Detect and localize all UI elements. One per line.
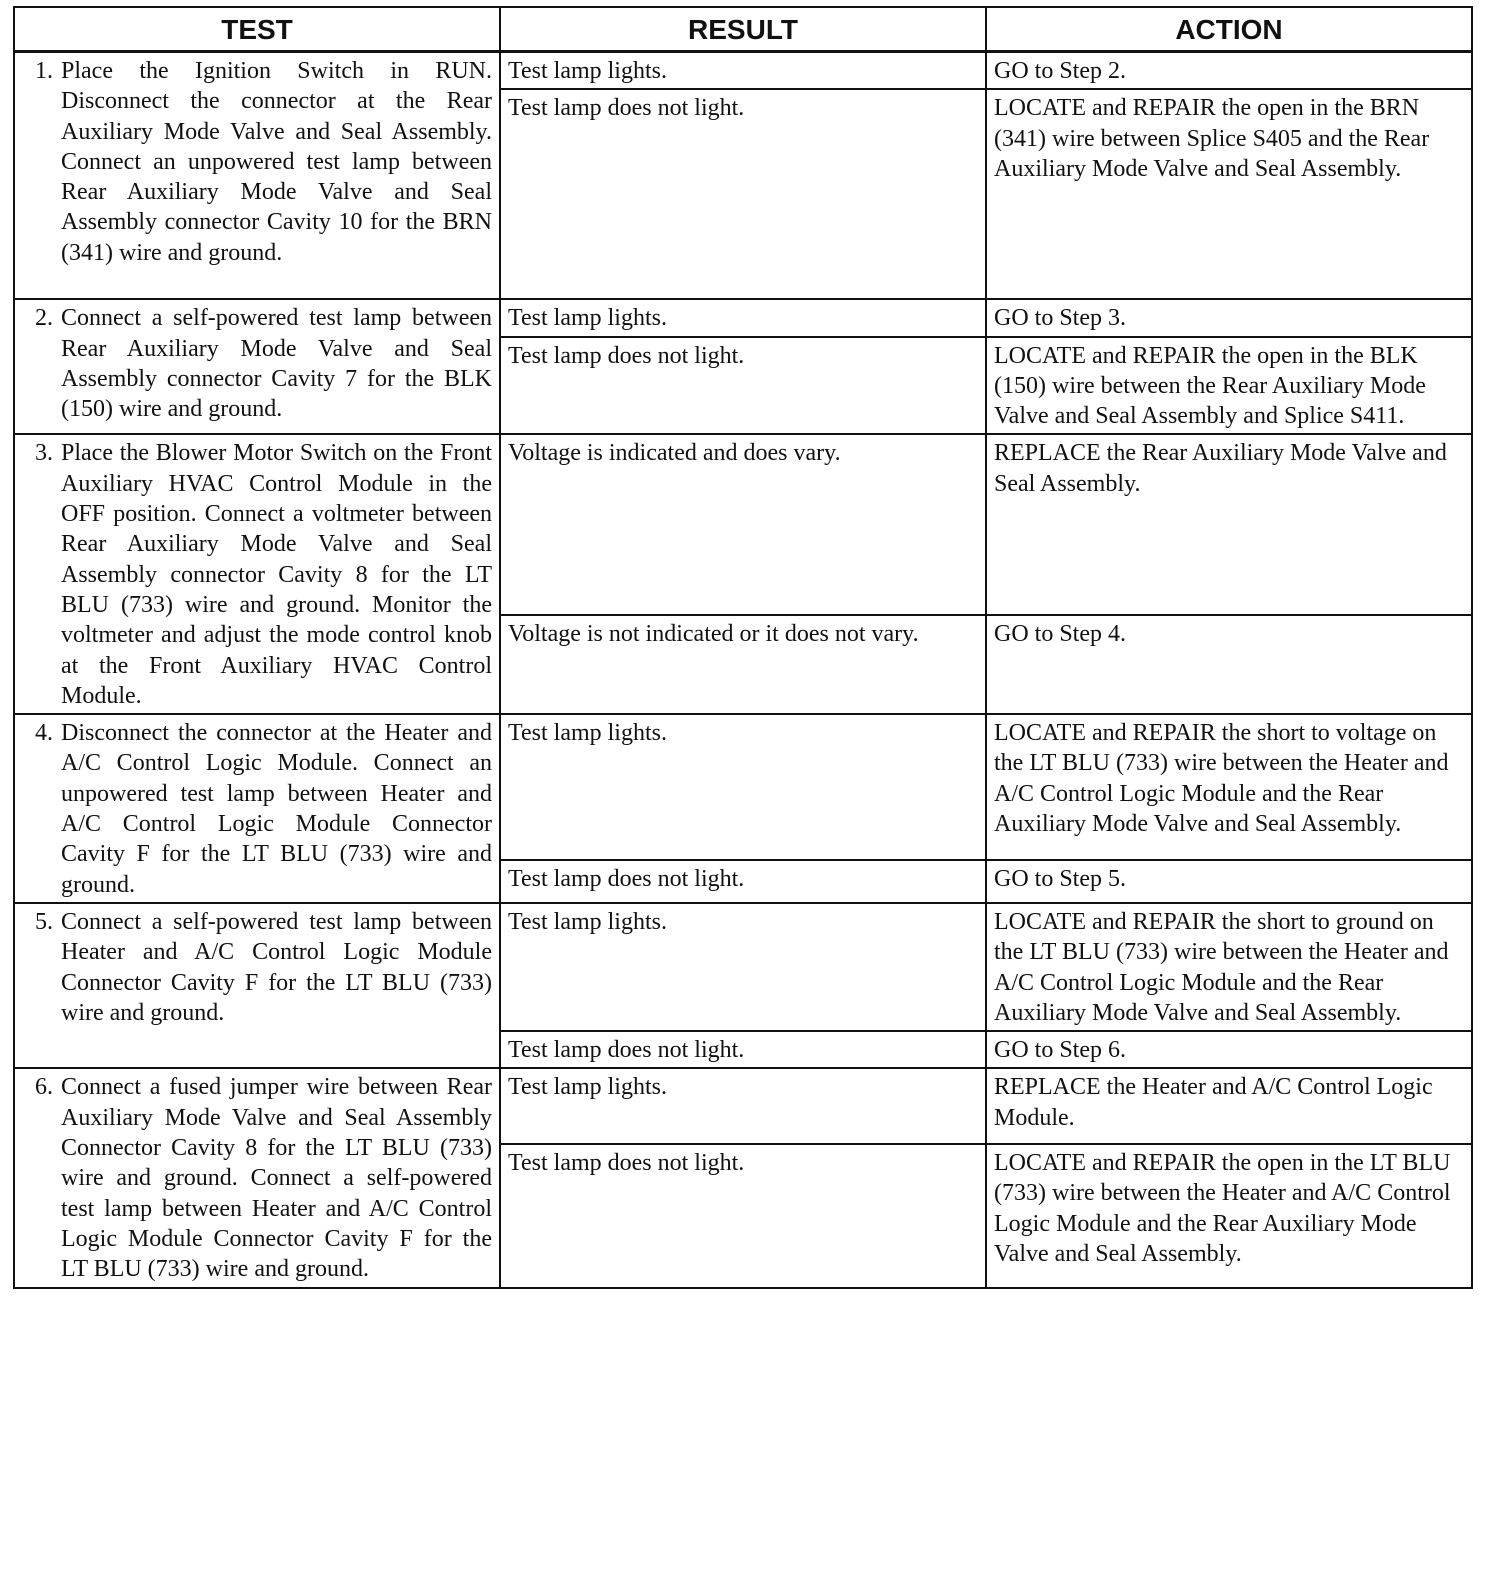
test-step-1	[22, 56, 492, 268]
test-text: Place the Ignition Switch in RUN. Disconnect the connector at the Rear Auxiliary Mode Valve and Seal Assembly. Connect an unpowered test lamp between Rear Auxiliary Mode Valve and Seal Assembly connector Cavity 10 for the BRN (341) wire and ground.	[61, 58, 492, 266]
test-cell-step-4	[14, 714, 500, 903]
action-cell: LOCATE and REPAIR the open in the BLK (150) wire between the Rear Auxiliary Mode Valve and Seal Assembly and Splice S411.	[986, 337, 1472, 435]
test-cell-step-1	[14, 52, 500, 300]
result-cell: Test lamp lights.	[500, 299, 986, 336]
header-result: RESULT	[500, 7, 986, 52]
result-cell: Test lamp lights.	[500, 52, 986, 90]
test-text: Connect a fused jumper wire between Rear Auxiliary Mode Valve and Seal Assembly Connector Cavity 8 for the LT BLU (733) wire and ground. Connect a self-powered test lamp between Heater and A/C Control Logic Module Connector Cavity F for the LT BLU (733) wire and ground.	[61, 1074, 492, 1283]
result-cell: Test lamp does not light.	[500, 1031, 986, 1068]
result-cell: Voltage is indicated and does vary.	[500, 434, 986, 614]
test-text: Disconnect the connector at the Heater and A/C Control Logic Module. Connect an unpowered test lamp between Heater and A/C Control Logic Module Connector Cavity F for the LT BLU (733) wire and ground.	[61, 720, 492, 898]
header-test: TEST	[14, 7, 500, 52]
result-cell: Test lamp lights.	[500, 714, 986, 860]
action-cell: GO to Step 3.	[986, 299, 1472, 336]
test-text: Connect a self-powered test lamp between Rear Auxiliary Mode Valve and Seal Assembly connector Cavity 7 for the BLK (150) wire and ground.	[61, 305, 492, 423]
action-cell: GO to Step 4.	[986, 615, 1472, 714]
step-number: 2.	[35, 305, 53, 332]
step-number: 1.	[35, 58, 53, 84]
step-number: 4.	[35, 720, 53, 747]
table-body	[14, 52, 1472, 1288]
action-cell: LOCATE and REPAIR the open in the BRN (341) wire between Splice S405 and the Rear Auxiliary Mode Valve and Seal Assembly.	[986, 89, 1472, 299]
action-cell: GO to Step 5.	[986, 860, 1472, 903]
diagnostic-table	[13, 6, 1473, 1289]
test-cell-step-3	[14, 434, 500, 714]
test-step-3	[22, 438, 492, 711]
action-cell: GO to Step 6.	[986, 1031, 1472, 1068]
test-step-4	[22, 718, 492, 900]
result-cell: Voltage is not indicated or it does not vary.	[500, 615, 986, 714]
result-cell: Test lamp does not light.	[500, 89, 986, 299]
table-row	[14, 1068, 1472, 1144]
table-row	[14, 52, 1472, 90]
test-step-6	[22, 1072, 492, 1284]
result-cell: Test lamp lights.	[500, 903, 986, 1031]
test-cell-step-5	[14, 903, 500, 1068]
step-number: 5.	[35, 908, 53, 935]
table-row	[14, 434, 1472, 614]
step-number: 6.	[35, 1074, 53, 1101]
header-action: ACTION	[986, 7, 1472, 52]
action-cell: REPLACE the Rear Auxiliary Mode Valve and Seal Assembly.	[986, 434, 1472, 614]
result-cell: Test lamp does not light.	[500, 337, 986, 435]
test-step-2	[22, 303, 492, 424]
action-cell: LOCATE and REPAIR the short to ground on the LT BLU (733) wire between the Heater and A/C Control Logic Module and the Rear Auxiliary Mode Valve and Seal Assembly.	[986, 903, 1472, 1031]
test-text: Place the Blower Motor Switch on the Front Auxiliary HVAC Control Module in the OFF position. Connect a voltmeter between Rear Auxiliary Mode Valve and Seal Assembly connector Cavity 8 for the LT BLU (733) wire and ground. Monitor the voltmeter and adjust the mode control knob at the Front Auxiliary HVAC Control Module.	[61, 440, 492, 709]
test-cell-step-6	[14, 1068, 500, 1287]
result-cell: Test lamp lights.	[500, 1068, 986, 1144]
result-cell: Test lamp does not light.	[500, 860, 986, 903]
header-row	[14, 7, 1472, 52]
test-cell-step-2	[14, 299, 500, 434]
table-header	[14, 7, 1472, 52]
table-row	[14, 714, 1472, 860]
test-text: Connect a self-powered test lamp between Heater and A/C Control Logic Module Connector Cavity F for the LT BLU (733) wire and ground.	[61, 908, 492, 1026]
step-number: 3.	[35, 440, 53, 467]
action-cell: REPLACE the Heater and A/C Control Logic Module.	[986, 1068, 1472, 1144]
action-cell: LOCATE and REPAIR the open in the LT BLU (733) wire between the Heater and A/C Control Logic Module and the Rear Auxiliary Mode Valve and Seal Assembly.	[986, 1144, 1472, 1287]
action-cell: LOCATE and REPAIR the short to voltage on the LT BLU (733) wire between the Heater and A/C Control Logic Module and the Rear Auxiliary Mode Valve and Seal Assembly.	[986, 714, 1472, 860]
table-row	[14, 299, 1472, 336]
table-row	[14, 903, 1472, 1031]
test-step-5	[22, 907, 492, 1028]
action-cell: GO to Step 2.	[986, 52, 1472, 90]
result-cell: Test lamp does not light.	[500, 1144, 986, 1287]
